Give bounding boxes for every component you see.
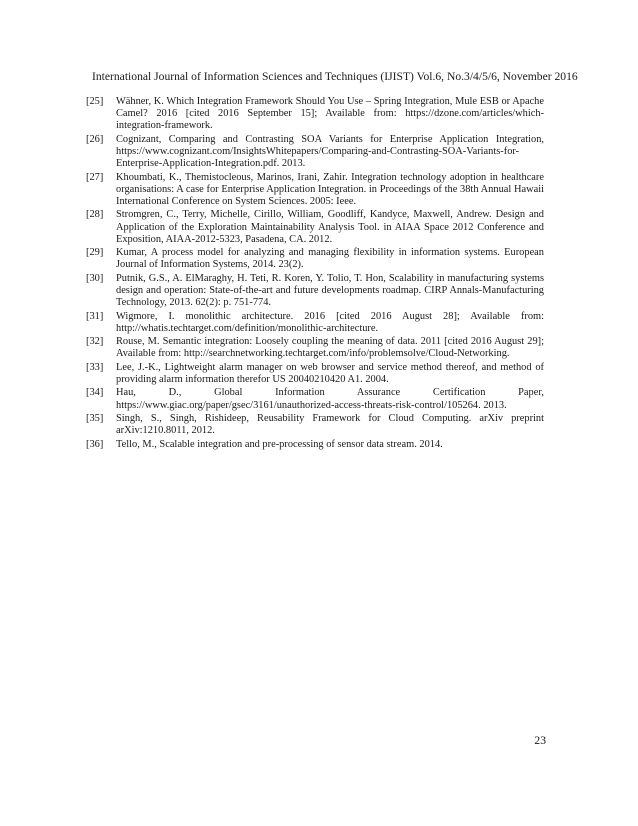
reference-text: Hau, D., Global Information Assurance Certification Paper, https://www.giac.org/paper/gsec/3161/unauthorized-access-threats-risk-control/105264. 2013. <box>116 387 544 411</box>
reference-item <box>86 134 544 171</box>
reference-number: [33] <box>86 361 104 373</box>
reference-item <box>86 273 544 310</box>
reference-text: Khoumbati, K., Themistocleous, Marinos, Irani, Zahir. Integration technology adoption in healthcare organisations: A case for Enterprise Application Integration. in Proceedings of the 38th Annual Hawaii International Conference on System Sciences. 2005: Ieee. <box>116 171 544 207</box>
running-header: International Journal of Information Sciences and Techniques (IJIST) Vol.6, No.3/4/5/6, November 2016 <box>92 70 578 83</box>
reference-number: [28] <box>86 209 104 221</box>
reference-number: [25] <box>86 96 104 107</box>
reference-text: Cognizant, Comparing and Contrasting SOA Variants for Enterprise Application Integration, https://www.cognizant.com/InsightsWhitepapers/Comparing-and-Contrasting-SOA-Variants-for-Enterprise-Application-Integration.pdf. 2013. <box>116 133 544 170</box>
reference-item <box>86 362 544 386</box>
reference-item <box>86 413 544 437</box>
reference-text: Rouse, M. Semantic integration: Loosely coupling the meaning of data. 2011 [cited 2016 August 29]; Available from: http://searchnetworking.techtarget.com/info/problemsolve/Cloud-Networking. <box>116 336 544 360</box>
reference-text: Singh, S., Singh, Rishideep, Reusability Framework for Cloud Computing. arXiv preprint arXiv:1210.8011, 2012. <box>116 412 544 437</box>
reference-number: [36] <box>86 438 104 450</box>
reference-number: [27] <box>86 171 104 183</box>
reference-item <box>86 387 544 411</box>
reference-number: [32] <box>86 336 104 348</box>
reference-number: [34] <box>86 387 104 399</box>
reference-text: Lee, J.-K., Lightweight alarm manager on web browser and service method thereof, and method of providing alarm information therefor US 20040210420 A1. 2004. <box>116 361 544 385</box>
reference-text: Tello, M., Scalable integration and pre-processing of sensor data stream. 2014. <box>116 438 443 450</box>
reference-number: [30] <box>86 272 104 284</box>
reference-item <box>86 247 544 271</box>
reference-text: Stromgren, C., Terry, Michelle, Cirillo, William, Goodliff, Kandyce, Maxwell, Andrew. Design and Application of the Exploration Maintainability Analysis Tool. in AIAA Space 2012 Conference and Exposition, AIAA-2012-5323, Pasadena, CA. 2012. <box>116 209 544 245</box>
reference-item <box>86 439 544 451</box>
reference-text: Kumar, A process model for analyzing and managing flexibility in information systems. European Journal of Information Systems, 2014. 23(2). <box>116 247 544 271</box>
reference-text: Wigmore, I. monolithic architecture. 2016 [cited 2016 August 28]; Available from: http://whatis.techtarget.com/definition/monolithic-architecture. <box>116 310 544 334</box>
reference-text: Putnik, G.S., A. ElMaraghy, H. Teti, R. Koren, Y. Tolio, T. Hon, Scalability in manufacturing systems design and operation: State-of-the-art and future developments roadmap. CIRP Annals-Manufacturing Technology, 2013. 62(2): p. 751-774. <box>116 272 544 309</box>
reference-item <box>86 172 544 209</box>
reference-item <box>86 96 544 133</box>
page-number: 23 <box>534 734 546 747</box>
reference-number: [26] <box>86 133 104 145</box>
reference-list <box>86 96 544 452</box>
reference-item <box>86 311 544 335</box>
reference-number: [35] <box>86 412 104 424</box>
reference-item <box>86 336 544 360</box>
reference-number: [29] <box>86 247 104 259</box>
reference-number: [31] <box>86 310 104 322</box>
reference-text: Wähner, K. Which Integration Framework Should You Use – Spring Integration, Mule ESB or Apache Camel? 2016 [cited 2016 September 15]; Available from: https://dzone.com/articles/which-integration-framework. <box>116 96 544 132</box>
reference-item <box>86 209 544 246</box>
